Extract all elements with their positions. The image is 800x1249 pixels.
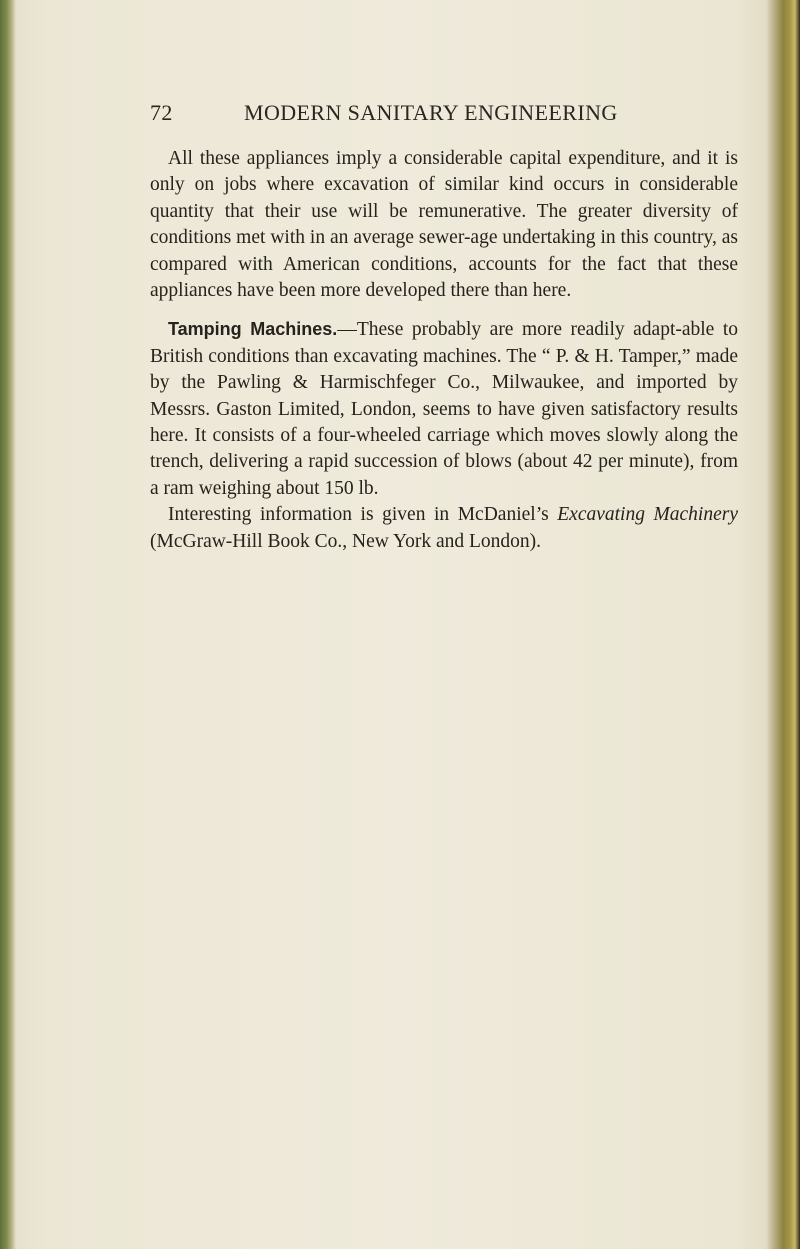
page-header [150, 100, 766, 134]
paragraph-appliances [150, 146, 738, 304]
paragraph-text: (McGraw-Hill Book Co., New York and London). [150, 530, 542, 552]
paragraph-reference [150, 502, 738, 555]
body-text [150, 146, 738, 555]
paragraph-text: All these appliances imply a considerable capital expenditure, and it is only on jobs where excavation of similar kind occurs in considerable quantity that their use will be remunerative. The greater diversity of conditions met with in an average sewer-age undertaking in this country, as compared with American conditions, accounts for the fact that these appliances have been more developed there than here. [150, 148, 738, 302]
section-heading: Tamping Machines. [168, 319, 338, 340]
page-left-edge [0, 0, 16, 1249]
running-head: MODERN SANITARY ENGINEERING [244, 100, 618, 125]
paragraph-text: —These probably are more readily adapt-able to British conditions than excavating machines. The “ P. & H. Tamper,” made by the Pawling & Harmischfeger Co., Milwaukee, and imported by Messrs. Gaston Limited, London, seems to have given satisfactory results here. It consists of a four-wheeled carriage which moves slowly along the trench, delivering a rapid succession of blows (about 42 per minute), from a ram weighing about 150 lb. [150, 319, 738, 499]
page-number: 72 [150, 100, 173, 125]
paragraph-tamping-machines [150, 316, 738, 502]
paragraph-text: Interesting information is given in McDaniel’s [168, 504, 558, 526]
page-right-edge [766, 0, 800, 1249]
book-title: Excavating Machinery [557, 504, 738, 526]
